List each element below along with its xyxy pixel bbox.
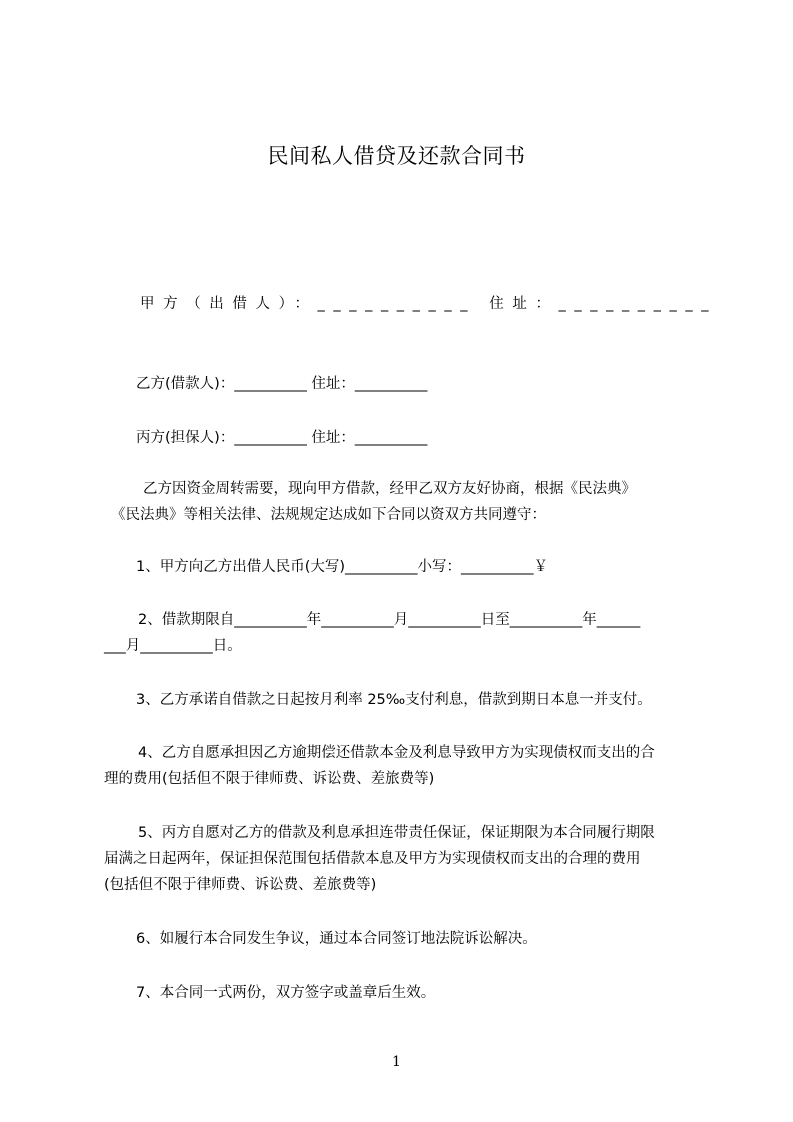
party-b-line: 乙方(借款人)：__________ 住址：__________ xyxy=(136,376,428,392)
clause-3: 3、乙方承诺自借款之日起按月利率 25‰支付利息，借款到期日本息一并支付。 xyxy=(136,692,652,708)
clause-7: 7、本合同一式两份，双方签字或盖章后生效。 xyxy=(136,985,436,1001)
clause-5-line-3: (包括但不限于律师费、诉讼费、差旅费等) xyxy=(104,877,377,893)
clause-5-line-2: 届满之日起两年，保证担保范围包括借款本息及甲方为实现债权而支出的合理的费用 xyxy=(104,851,641,867)
clause-4-line-1: 4、乙方自愿承担因乙方逾期偿还借款本金及利息导致甲方为实现债权而支出的合 xyxy=(138,745,655,761)
clause-2-line-1: 2、借款期限自__________年__________月__________日至__________年______ xyxy=(138,612,641,628)
clause-2-line-2: ___月__________日。 xyxy=(104,638,242,654)
intro-line-2: 《民法典》等相关法律、法规规定达成如下合同以资双方共同遵守： xyxy=(111,507,546,523)
party-a-line: 甲方（出借人）：__________ 住址：__________ xyxy=(140,296,718,312)
page-number: 1 xyxy=(392,1054,401,1070)
clause-5-line-1: 5、丙方自愿对乙方的借款及利息承担连带责任保证，保证期限为本合同履行期限 xyxy=(138,825,655,841)
clause-6: 6、如履行本合同发生争议，通过本合同签订地法院诉讼解决。 xyxy=(136,931,537,947)
intro-line-1: 乙方因资金周转需要，现向甲方借款，经甲乙双方友好协商，根据《民法典》 xyxy=(143,481,636,497)
clause-1: 1、甲方向乙方出借人民币(大写)__________小写：__________￥ xyxy=(136,559,549,575)
contract-title: 民间私人借贷及还款合同书 xyxy=(267,144,526,168)
party-c-line: 丙方(担保人)：__________ 住址：__________ xyxy=(136,430,428,446)
clause-4-line-2: 理的费用(包括但不限于律师费、诉讼费、差旅费等) xyxy=(104,771,435,787)
